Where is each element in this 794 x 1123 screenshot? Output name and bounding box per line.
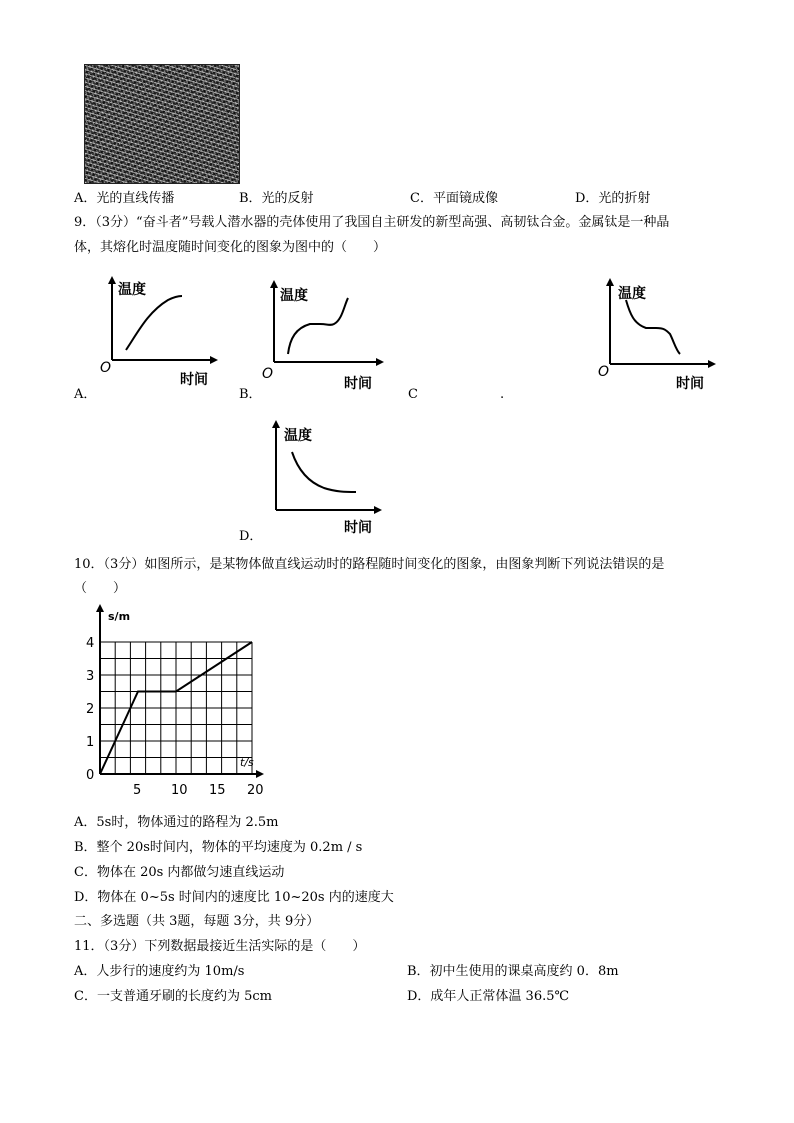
x-axis-arrow (210, 356, 218, 364)
q10-option-d: D．物体在 0~5s 时间内的速度比 10~20s 内的速度大 (74, 890, 394, 905)
q8-option-b: B．光的反射 (239, 191, 314, 206)
q9-graph-a (98, 272, 218, 390)
q10-stem-line1: 10．（3分）如图所示，是某物体做直线运动时的路程随时间变化的图象，由图象判断下列说法错误的是 (74, 557, 665, 572)
q11-option-c: C．一支普通牙刷的长度约为 5cm (74, 989, 272, 1004)
chart-grid (100, 642, 252, 774)
q9-graph-b (262, 276, 387, 394)
y-tick-label: 2 (86, 702, 95, 717)
q9-stem-line1: 9．（3分）“奋斗者”号载人潜水器的壳体使用了我国自主研发的新型高强、高韧钛合金。金属钛是一种晶 (74, 215, 670, 230)
q9-graph-c (596, 272, 721, 394)
q9-option-d-label: D． (239, 529, 263, 544)
q11-option-d: D．成年人正常体温 36.5℃ (407, 989, 570, 1004)
x-tick-label: 10 (171, 783, 188, 798)
q9-option-c-label: C (408, 387, 418, 402)
origin-label: O (598, 364, 610, 380)
x-unit-label: t/s (240, 756, 254, 769)
x-axis-arrow (708, 360, 716, 368)
y-axis-arrow (272, 420, 280, 428)
x-axis-arrow (376, 358, 384, 366)
q8-option-d: D．光的折射 (575, 191, 651, 206)
y-axis-arrow (96, 604, 104, 612)
q9-option-a-label: A． (74, 387, 97, 402)
q9-stem-line2: 体，其熔化时温度随时间变化的图象为图中的（ ） (74, 240, 387, 255)
y-label: 温度 (118, 282, 146, 298)
y-label: 温度 (618, 286, 646, 302)
x-tick-label: 20 (247, 783, 264, 798)
x-axis-arrow (374, 506, 382, 514)
x-axis-arrow (256, 770, 264, 778)
q8-option-c: C．平面镜成像 (410, 191, 498, 206)
y-axis-arrow (606, 278, 614, 286)
q9-option-c-dot: . (500, 387, 505, 402)
curve-solidifying (626, 300, 680, 354)
x-label: 时间 (344, 520, 372, 536)
x-label: 时间 (344, 376, 372, 392)
x-tick-label: 15 (209, 783, 226, 798)
q11-option-b: B．初中生使用的课桌高度约 0．8m (407, 964, 619, 979)
x-tick-label: 5 (133, 783, 142, 798)
y-axis-arrow (270, 280, 278, 288)
y-tick-label: 4 (86, 636, 95, 651)
x-label: 时间 (676, 376, 704, 392)
y-label: 温度 (284, 428, 312, 444)
q10-stem-line2: （ ） (74, 581, 127, 596)
curve-rising (126, 296, 182, 350)
q9-graph-d (262, 416, 387, 536)
y-label: 温度 (280, 288, 308, 304)
y-tick-label: 0 (86, 768, 95, 783)
x-label: 时间 (180, 372, 208, 388)
y-axis-arrow (108, 276, 116, 284)
y-tick-labels (86, 636, 94, 783)
origin-label: O (262, 366, 274, 382)
q11-stem: 11．（3分）下列数据最接近生活实际的是（ ） (74, 939, 366, 954)
question-8-photo (84, 64, 240, 184)
y-unit-label: s/m (108, 610, 131, 623)
q10-option-c: C．物体在 20s 内都做匀速直线运动 (74, 865, 285, 880)
q11-option-a: A．人步行的速度约为 10m/s (74, 964, 245, 979)
q10-st-chart (78, 604, 274, 804)
curve-melting (288, 298, 348, 354)
curve-cooling (292, 452, 356, 492)
origin-label: O (100, 360, 112, 376)
q10-option-b: B．整个 20s时间内，物体的平均速度为 0.2m / s (74, 840, 363, 855)
y-tick-label: 1 (86, 735, 95, 750)
section-2-title: 二、多选题（共 3题，每题 3分，共 9分） (74, 914, 320, 929)
q9-option-b-label: B． (239, 387, 262, 402)
x-tick-labels (133, 783, 264, 798)
q8-option-a: A．光的直线传播 (74, 191, 175, 206)
q10-option-a: A．5s时，物体通过的路程为 2.5m (74, 815, 279, 830)
y-tick-label: 3 (86, 669, 95, 684)
